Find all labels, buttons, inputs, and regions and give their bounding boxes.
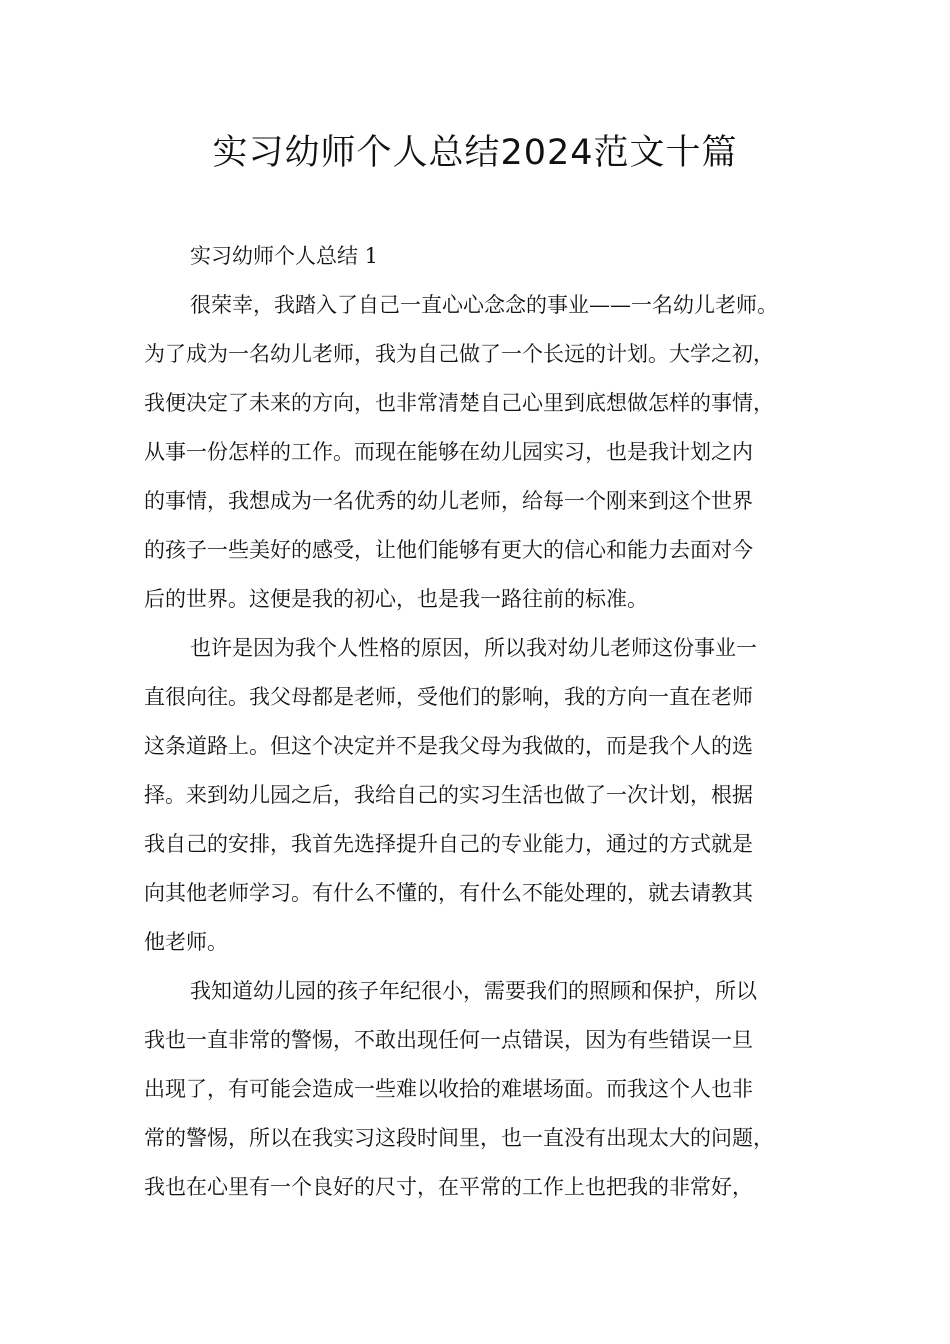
paragraph-line: 很荣幸，我踏入了自己一直心心念念的事业——一名幼儿老师。 xyxy=(190,293,778,317)
paragraph-line: 的事情，我想成为一名优秀的幼儿老师，给每一个刚来到这个世界 xyxy=(144,489,753,513)
paragraph-line: 从事一份怎样的工作。而现在能够在幼儿园实习，也是我计划之内 xyxy=(144,440,753,464)
paragraph-2 xyxy=(144,624,812,967)
paragraph-1 xyxy=(144,281,812,624)
paragraph-line: 这条道路上。但这个决定并不是我父母为我做的，而是我个人的选 xyxy=(144,734,753,758)
paragraph-line: 我也一直非常的警惕，不敢出现任何一点错误，因为有些错误一旦 xyxy=(144,1028,753,1052)
section-heading: 实习幼师个人总结 1 xyxy=(190,244,379,268)
paragraph-line: 为了成为一名幼儿老师，我为自己做了一个长远的计划。大学之初， xyxy=(144,342,774,366)
paragraph-line: 出现了，有可能会造成一些难以收拾的难堪场面。而我这个人也非 xyxy=(144,1077,753,1101)
paragraph-line: 向其他老师学习。有什么不懂的，有什么不能处理的，就去请教其 xyxy=(144,881,753,905)
paragraph-line: 我也在心里有一个良好的尺寸，在平常的工作上也把我的非常好， xyxy=(144,1175,753,1199)
paragraph-line: 也许是因为我个人性格的原因，所以我对幼儿老师这份事业一 xyxy=(190,636,757,660)
document-title: 实习幼师个人总结2024范文十篇 xyxy=(212,133,738,173)
paragraph-line: 常的警惕，所以在我实习这段时间里，也一直没有出现太大的问题， xyxy=(144,1126,774,1150)
paragraph-line: 后的世界。这便是我的初心，也是我一路往前的标准。 xyxy=(144,587,648,611)
paragraph-line: 直很向往。我父母都是老师，受他们的影响，我的方向一直在老师 xyxy=(144,685,753,709)
paragraph-line: 我自己的安排，我首先选择提升自己的专业能力，通过的方式就是 xyxy=(144,832,753,856)
paragraph-line: 我知道幼儿园的孩子年纪很小，需要我们的照顾和保护，所以 xyxy=(190,979,757,1003)
paragraph-line: 我便决定了未来的方向，也非常清楚自己心里到底想做怎样的事情， xyxy=(144,391,774,415)
paragraph-line: 的孩子一些美好的感受，让他们能够有更大的信心和能力去面对今 xyxy=(144,538,753,562)
paragraph-line: 他老师。 xyxy=(144,930,228,954)
document-body xyxy=(144,232,812,1212)
paragraph-line: 择。来到幼儿园之后，我给自己的实习生活也做了一次计划，根据 xyxy=(144,783,753,807)
paragraph-3 xyxy=(144,967,812,1212)
